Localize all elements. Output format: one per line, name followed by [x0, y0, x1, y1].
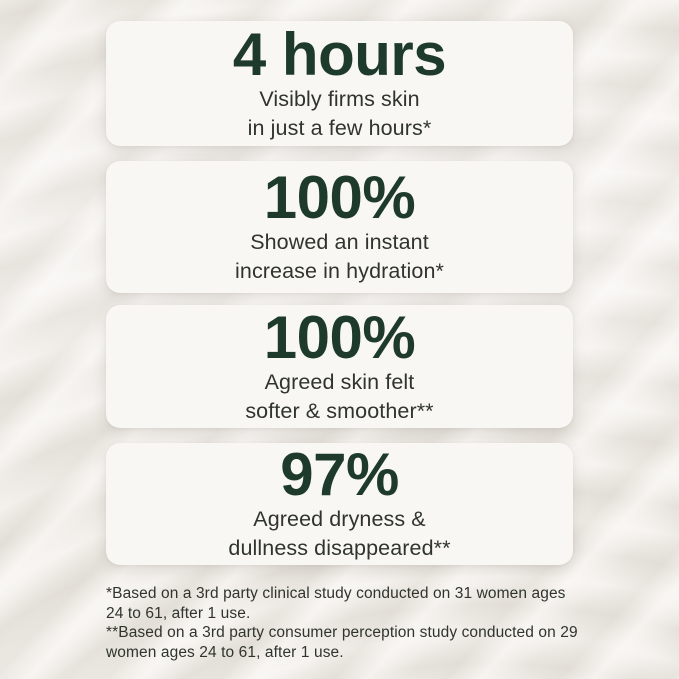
- stat-card-softness: [106, 305, 573, 428]
- stat-description-line: Visibly firms skin: [259, 86, 420, 111]
- stat-description-line: dullness disappeared**: [228, 536, 451, 560]
- stat-card-firming: [106, 21, 573, 146]
- stat-description-line: Showed an instant: [250, 230, 429, 254]
- footnote-perception-study: **Based on a 3rd party consumer perception study conducted on 29 women ages 24 to 61, after 1 use.: [106, 624, 578, 661]
- stat-description-line: softer & smoother**: [245, 398, 434, 423]
- stat-value: 4 hours: [232, 20, 447, 88]
- stat-description-line: increase in hydration*: [235, 259, 444, 283]
- stat-value: 100%: [263, 303, 416, 371]
- stat-value: 100%: [263, 164, 416, 231]
- stat-card-hydration: [106, 161, 573, 293]
- stat-description-line: Agreed dryness &: [253, 507, 426, 531]
- stat-description-line: in just a few hours*: [247, 115, 432, 140]
- footnote-clinical-study: *Based on a 3rd party clinical study conducted on 31 women ages 24 to 61, after 1 use.: [106, 585, 566, 622]
- stat-value: 97%: [280, 441, 399, 508]
- stat-description-line: Agreed skin felt: [264, 369, 415, 394]
- stat-card-dryness: [106, 443, 573, 565]
- study-footnotes: [106, 584, 586, 662]
